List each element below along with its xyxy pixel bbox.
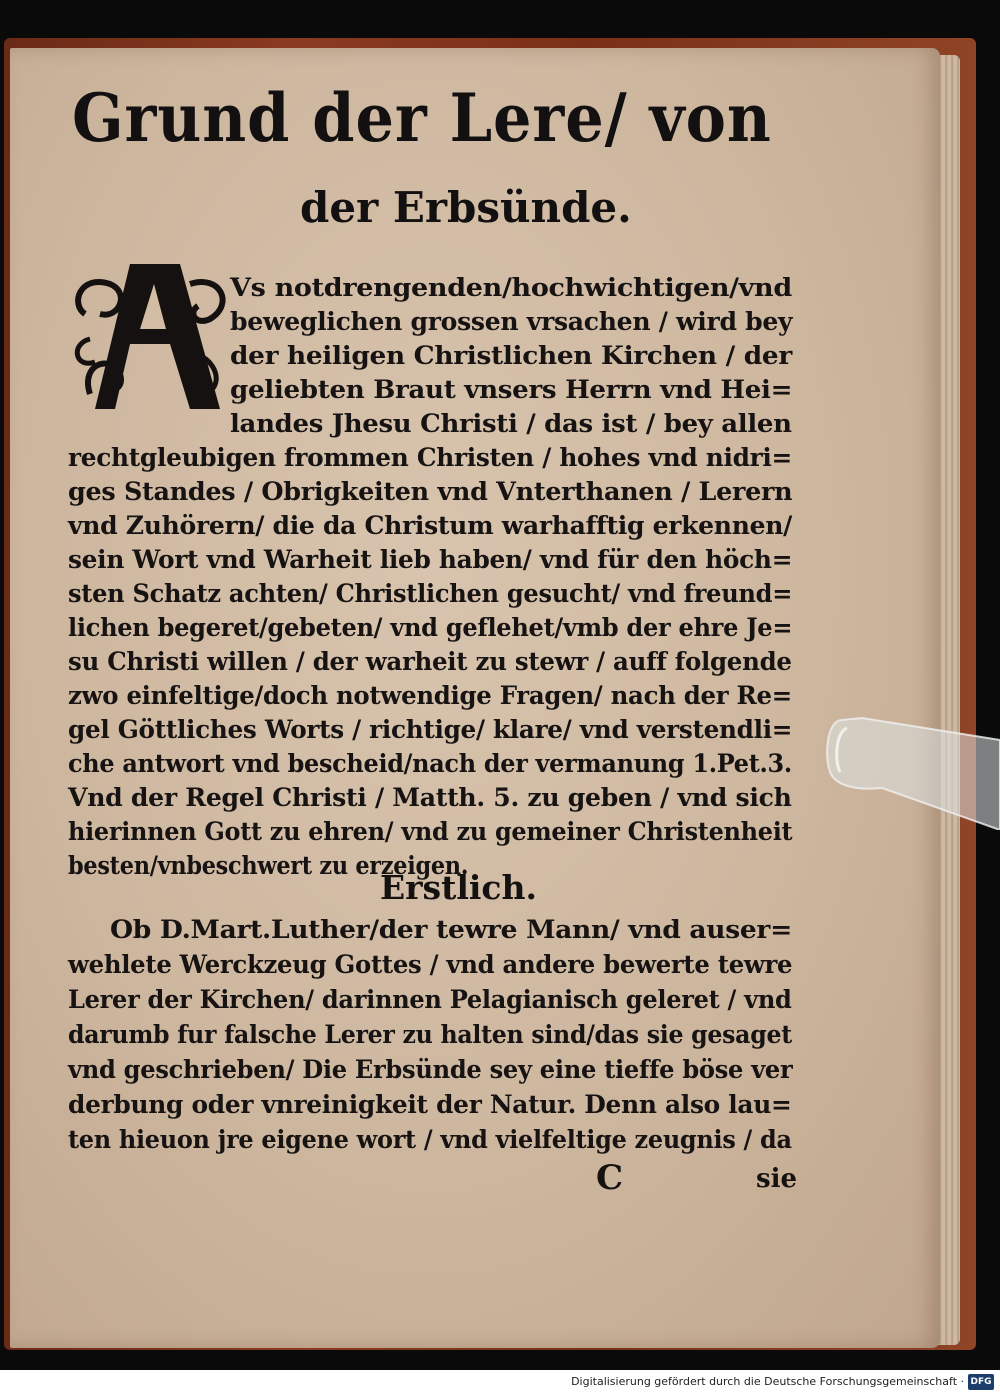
section-line: Lerer der Kirchen/ darinnen Pelagianisch geleret / vnd (68, 985, 792, 1014)
section-line: ten hieuon jre eigene wort / vnd vielfeltige zeugnis / da (68, 1125, 792, 1154)
footer-credit: Digitalisierung gefördert durch die Deutsche Forschungsgemeinschaft · (571, 1375, 964, 1388)
body-line: landes Jhesu Christi / das ist / bey allen (230, 409, 792, 438)
section-line: Ob D.Mart.Luther/der tewre Mann/ vnd auser= (110, 915, 792, 944)
body-line: beweglichen grossen vrsachen / wird bey (230, 307, 793, 336)
body-line: sein Wort vnd Warheit lieb haben/ vnd für den höch= (68, 545, 793, 574)
body-line: rechtgleubigen frommen Christen / hohes vnd nidri= (68, 443, 792, 472)
signature-mark: C (596, 1158, 624, 1198)
body-line: der heiligen Christlichen Kirchen / der (230, 341, 792, 370)
body-line: gel Göttliches Worts / richtige/ klare/ vnd verstendli= (68, 715, 793, 744)
section-line: darumb fur falsche Lerer zu halten sind/das sie gesaget (68, 1020, 792, 1049)
page-clip (822, 710, 1000, 830)
body-line: lichen begeret/gebeten/ vnd geflehet/vmb der ehre Je= (68, 613, 793, 642)
dfg-logo: DFG (968, 1374, 994, 1390)
body-line: zwo einfeltige/doch notwendige Fragen/ nach der Re= (68, 681, 792, 710)
body-line: vnd Zuhörern/ die da Christum warhafftig erkennen/ (68, 511, 792, 540)
body-line: su Christi willen / der warheit zu stewr / auff folgende (68, 647, 792, 676)
body-line: geliebten Braut vnsers Herrn vnd Hei= (230, 375, 793, 404)
footer-bar (0, 1372, 1000, 1393)
body-line: che antwort vnd bescheid/nach der vermanung 1.Pet.3. (68, 749, 792, 778)
page-title-line-2: der Erbsünde. (300, 183, 632, 232)
page-title-line-1: Grund der Lere/ von (72, 79, 772, 157)
body-line: sten Schatz achten/ Christlichen gesucht/ vnd freund= (68, 579, 793, 608)
body-line: besten/vnbeschwert zu erzeigen. (68, 851, 469, 880)
catchword: sie (756, 1164, 798, 1194)
section-line: vnd geschrieben/ Die Erbsünde sey eine tieffe böse ver (68, 1055, 793, 1084)
body-line: Vs notdrengenden/hochwichtigen/vnd (230, 273, 792, 302)
decorated-initial-letter (70, 244, 230, 424)
section-line: derbung oder vnreinigkeit der Natur. Denn also lau= (68, 1090, 792, 1119)
section-line: wehlete Werckzeug Gottes / vnd andere bewerte tewre (68, 950, 793, 979)
body-line: ges Standes / Obrigkeiten vnd Vnterthanen / Lerern (68, 477, 793, 506)
section-heading: Erstlich. (380, 868, 538, 907)
body-line: Vnd der Regel Christi / Matth. 5. zu geben / vnd sich (68, 783, 792, 812)
body-line: hierinnen Gott zu ehren/ vnd zu gemeiner Christenheit (68, 817, 793, 846)
